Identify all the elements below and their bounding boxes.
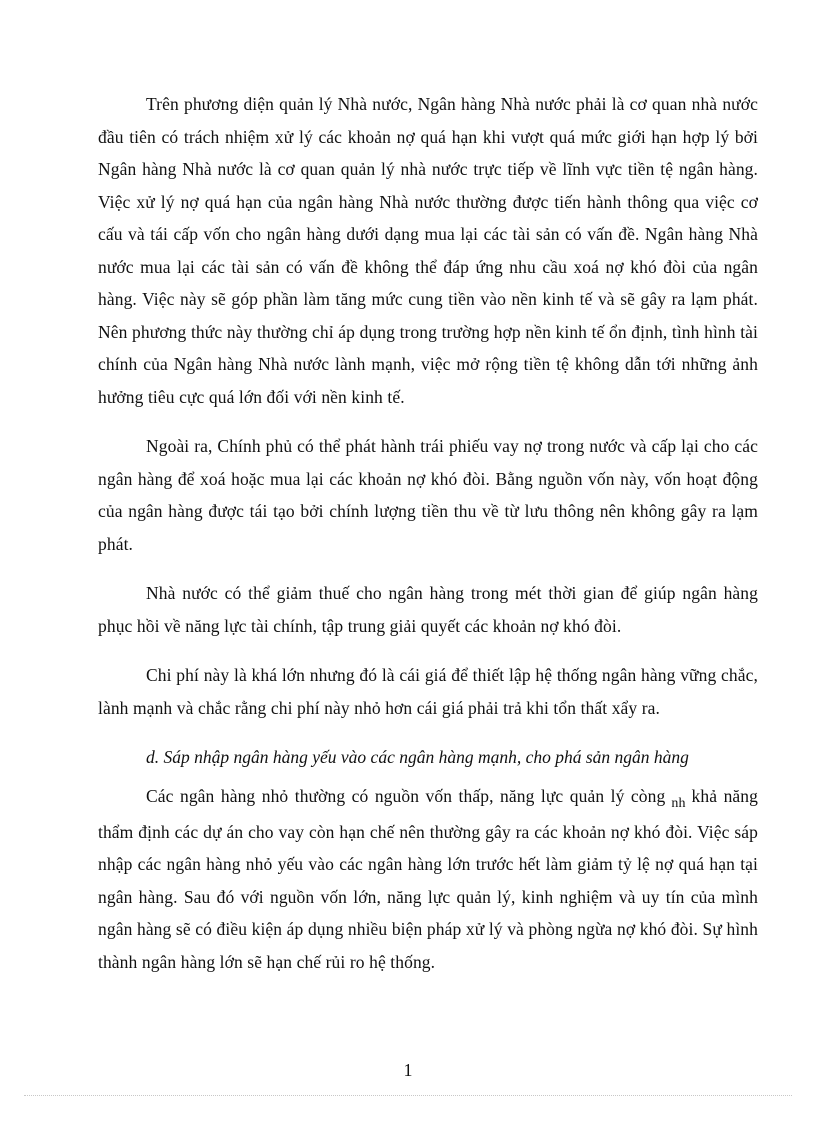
paragraph-small-banks-rest: khả năng thẩm định các dự án cho vay còn hạn chế nên thường gây ra các khoản nợ khó đòi. Việc sáp nhập các ngân hàng nhỏ yếu vào các ngân hàng lớn trước hết làm giảm tỷ lệ nợ quá hạn tại ngân hàng. Sau đó với nguồn vốn lớn, năng lực quản lý, kinh nghiệm và uy tín của mình ngân hàng sẽ có điều kiện áp dụng nhiều biện pháp xử lý và phòng ngừa nợ khó đòi. Sự hình thành ngân hàng lớn sẽ hạn chế rủi ro hệ thống. <box>98 786 758 972</box>
footer-divider <box>24 1095 792 1096</box>
paragraph-tax-reduction: Nhà nước có thể giảm thuế cho ngân hàng trong mét thời gian để giúp ngân hàng phục hồi về năng lực tài chính, tập trung giải quyết các khoản nợ khó đòi. <box>98 583 758 636</box>
page-number: 1 <box>403 1060 413 1080</box>
document-body <box>98 88 758 995</box>
paragraph-cost: Chi phí này là khá lớn nhưng đó là cái giá để thiết lập hệ thống ngân hàng vững chắc, lành mạnh và chắc rằng chi phí này nhỏ hơn cái giá phải trả khi tổn thất xẩy ra. <box>98 665 758 718</box>
subscript-fragment: nh <box>671 796 686 811</box>
paragraph-small-banks <box>98 780 758 978</box>
paragraph-government-bonds: Ngoài ra, Chính phủ có thể phát hành trái phiếu vay nợ trong nước và cấp lại cho các ngân hàng để xoá hoặc mua lại các khoản nợ khó đòi. Bằng nguồn vốn này, vốn hoạt động của ngân hàng được tái tạo bởi chính lượng tiền thu về từ lưu thông nên không gây ra lạm phát. <box>98 436 758 554</box>
section-heading-merger: d. Sáp nhập ngân hàng yếu vào các ngân hàng mạnh, cho phá sản ngân hàng <box>146 747 689 767</box>
paragraph-state-bank-handling: Trên phương diện quản lý Nhà nước, Ngân hàng Nhà nước phải là cơ quan nhà nước đầu tiên có trách nhiệm xử lý các khoản nợ quá hạn khi vượt quá mức giới hạn hợp lý bởi Ngân hàng Nhà nước là cơ quan quản lý nhà nước trực tiếp về lĩnh vực tiền tệ ngân hàng. Việc xử lý nợ quá hạn của ngân hàng Nhà nước thường được tiến hành thông qua việc cơ cấu và tái cấp vốn cho ngân hàng dưới dạng mua lại các tài sản có vấn đề. Ngân hàng Nhà nước mua lại các tài sản có vấn đề không thể đáp ứng nhu cầu xoá nợ khó đòi của ngân hàng. Việc này sẽ góp phần làm tăng mức cung tiền vào nền kinh tế và sẽ gây ra lạm phát. Nên phương thức này thường chỉ áp dụng trong trường hợp nền kinh tế ổn định, tình hình tài chính của Ngân hàng Nhà nước lành mạnh, việc mở rộng tiền tệ không dẫn tới những ảnh hưởng tiêu cực quá lớn đối với nền kinh tế. <box>98 94 758 407</box>
paragraph-small-banks-start: Các ngân hàng nhỏ thường có nguồn vốn thấp, năng lực quản lý còng <box>146 786 666 806</box>
